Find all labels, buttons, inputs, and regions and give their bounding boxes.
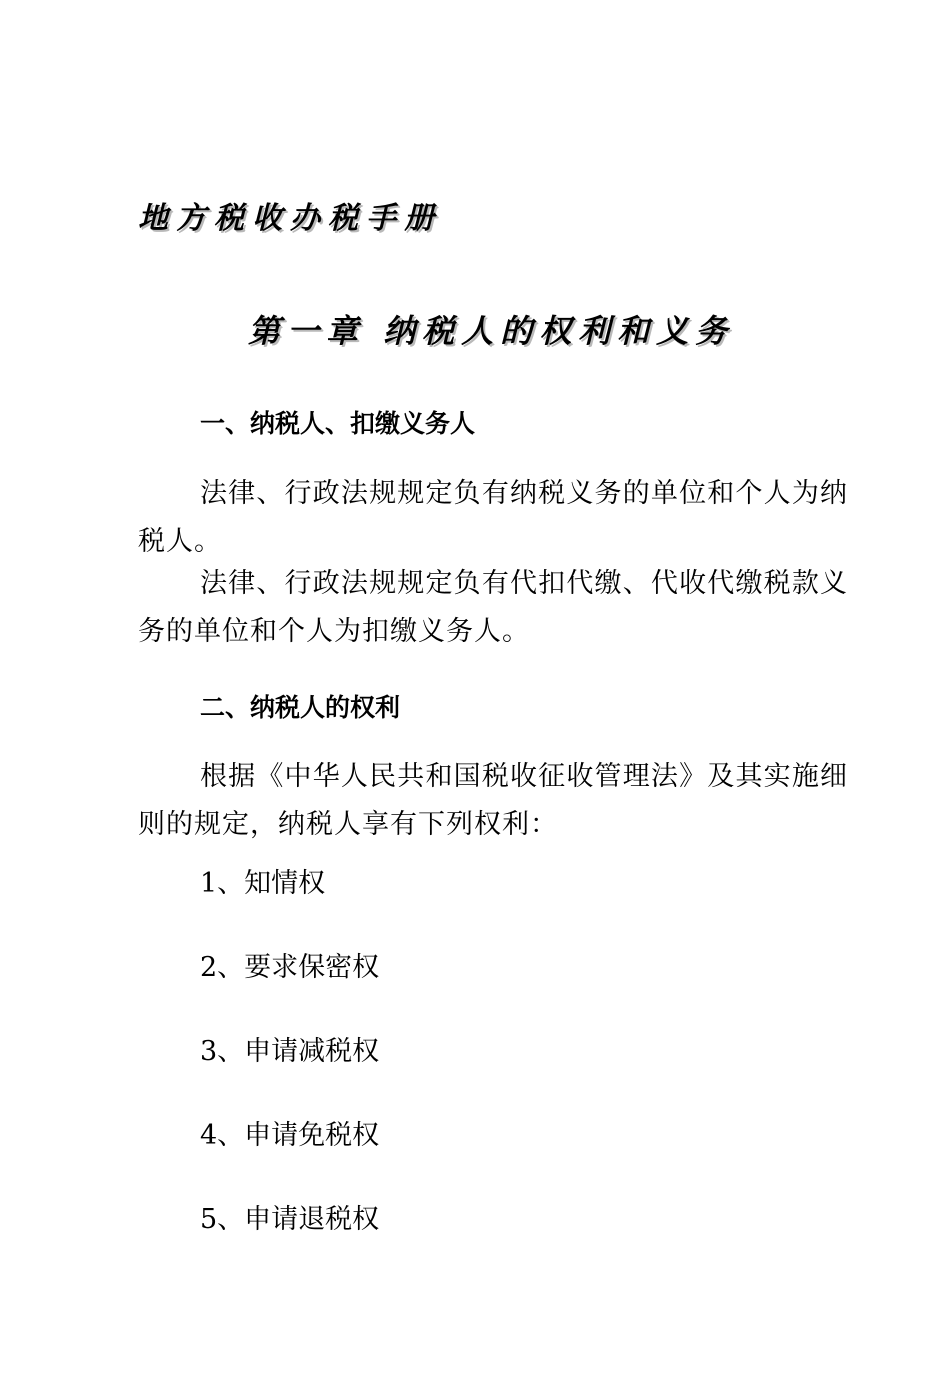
right-list-item: 5、申请退税权 xyxy=(200,1204,380,1235)
right-list-item: 3、申请减税权 xyxy=(200,1036,380,1067)
right-list-item: 4、申请免税权 xyxy=(200,1120,380,1151)
chapter-title: 第一章 纳税人的权利和义务 xyxy=(248,312,735,350)
taxpayer-rights-intro-paragraph: 根据《中华人民共和国税收征收管理法》及其实施细则的规定，纳税人享有下列权利： xyxy=(138,761,848,840)
section-heading-taxpayers: 一、纳税人、扣缴义务人 xyxy=(200,409,476,438)
taxpayer-definition-paragraph: 法律、行政法规规定负有纳税义务的单位和个人为纳税人。 xyxy=(138,478,848,557)
manual-title: 地方税收办税手册 xyxy=(138,201,442,236)
right-list-item: 2、要求保密权 xyxy=(200,952,380,983)
withholding-agent-definition-paragraph: 法律、行政法规规定负有代扣代缴、代收代缴税款义务的单位和个人为扣缴义务人。 xyxy=(138,568,848,647)
section-heading-taxpayer-rights: 二、纳税人的权利 xyxy=(200,693,401,722)
right-list-item: 1、知情权 xyxy=(200,868,326,899)
